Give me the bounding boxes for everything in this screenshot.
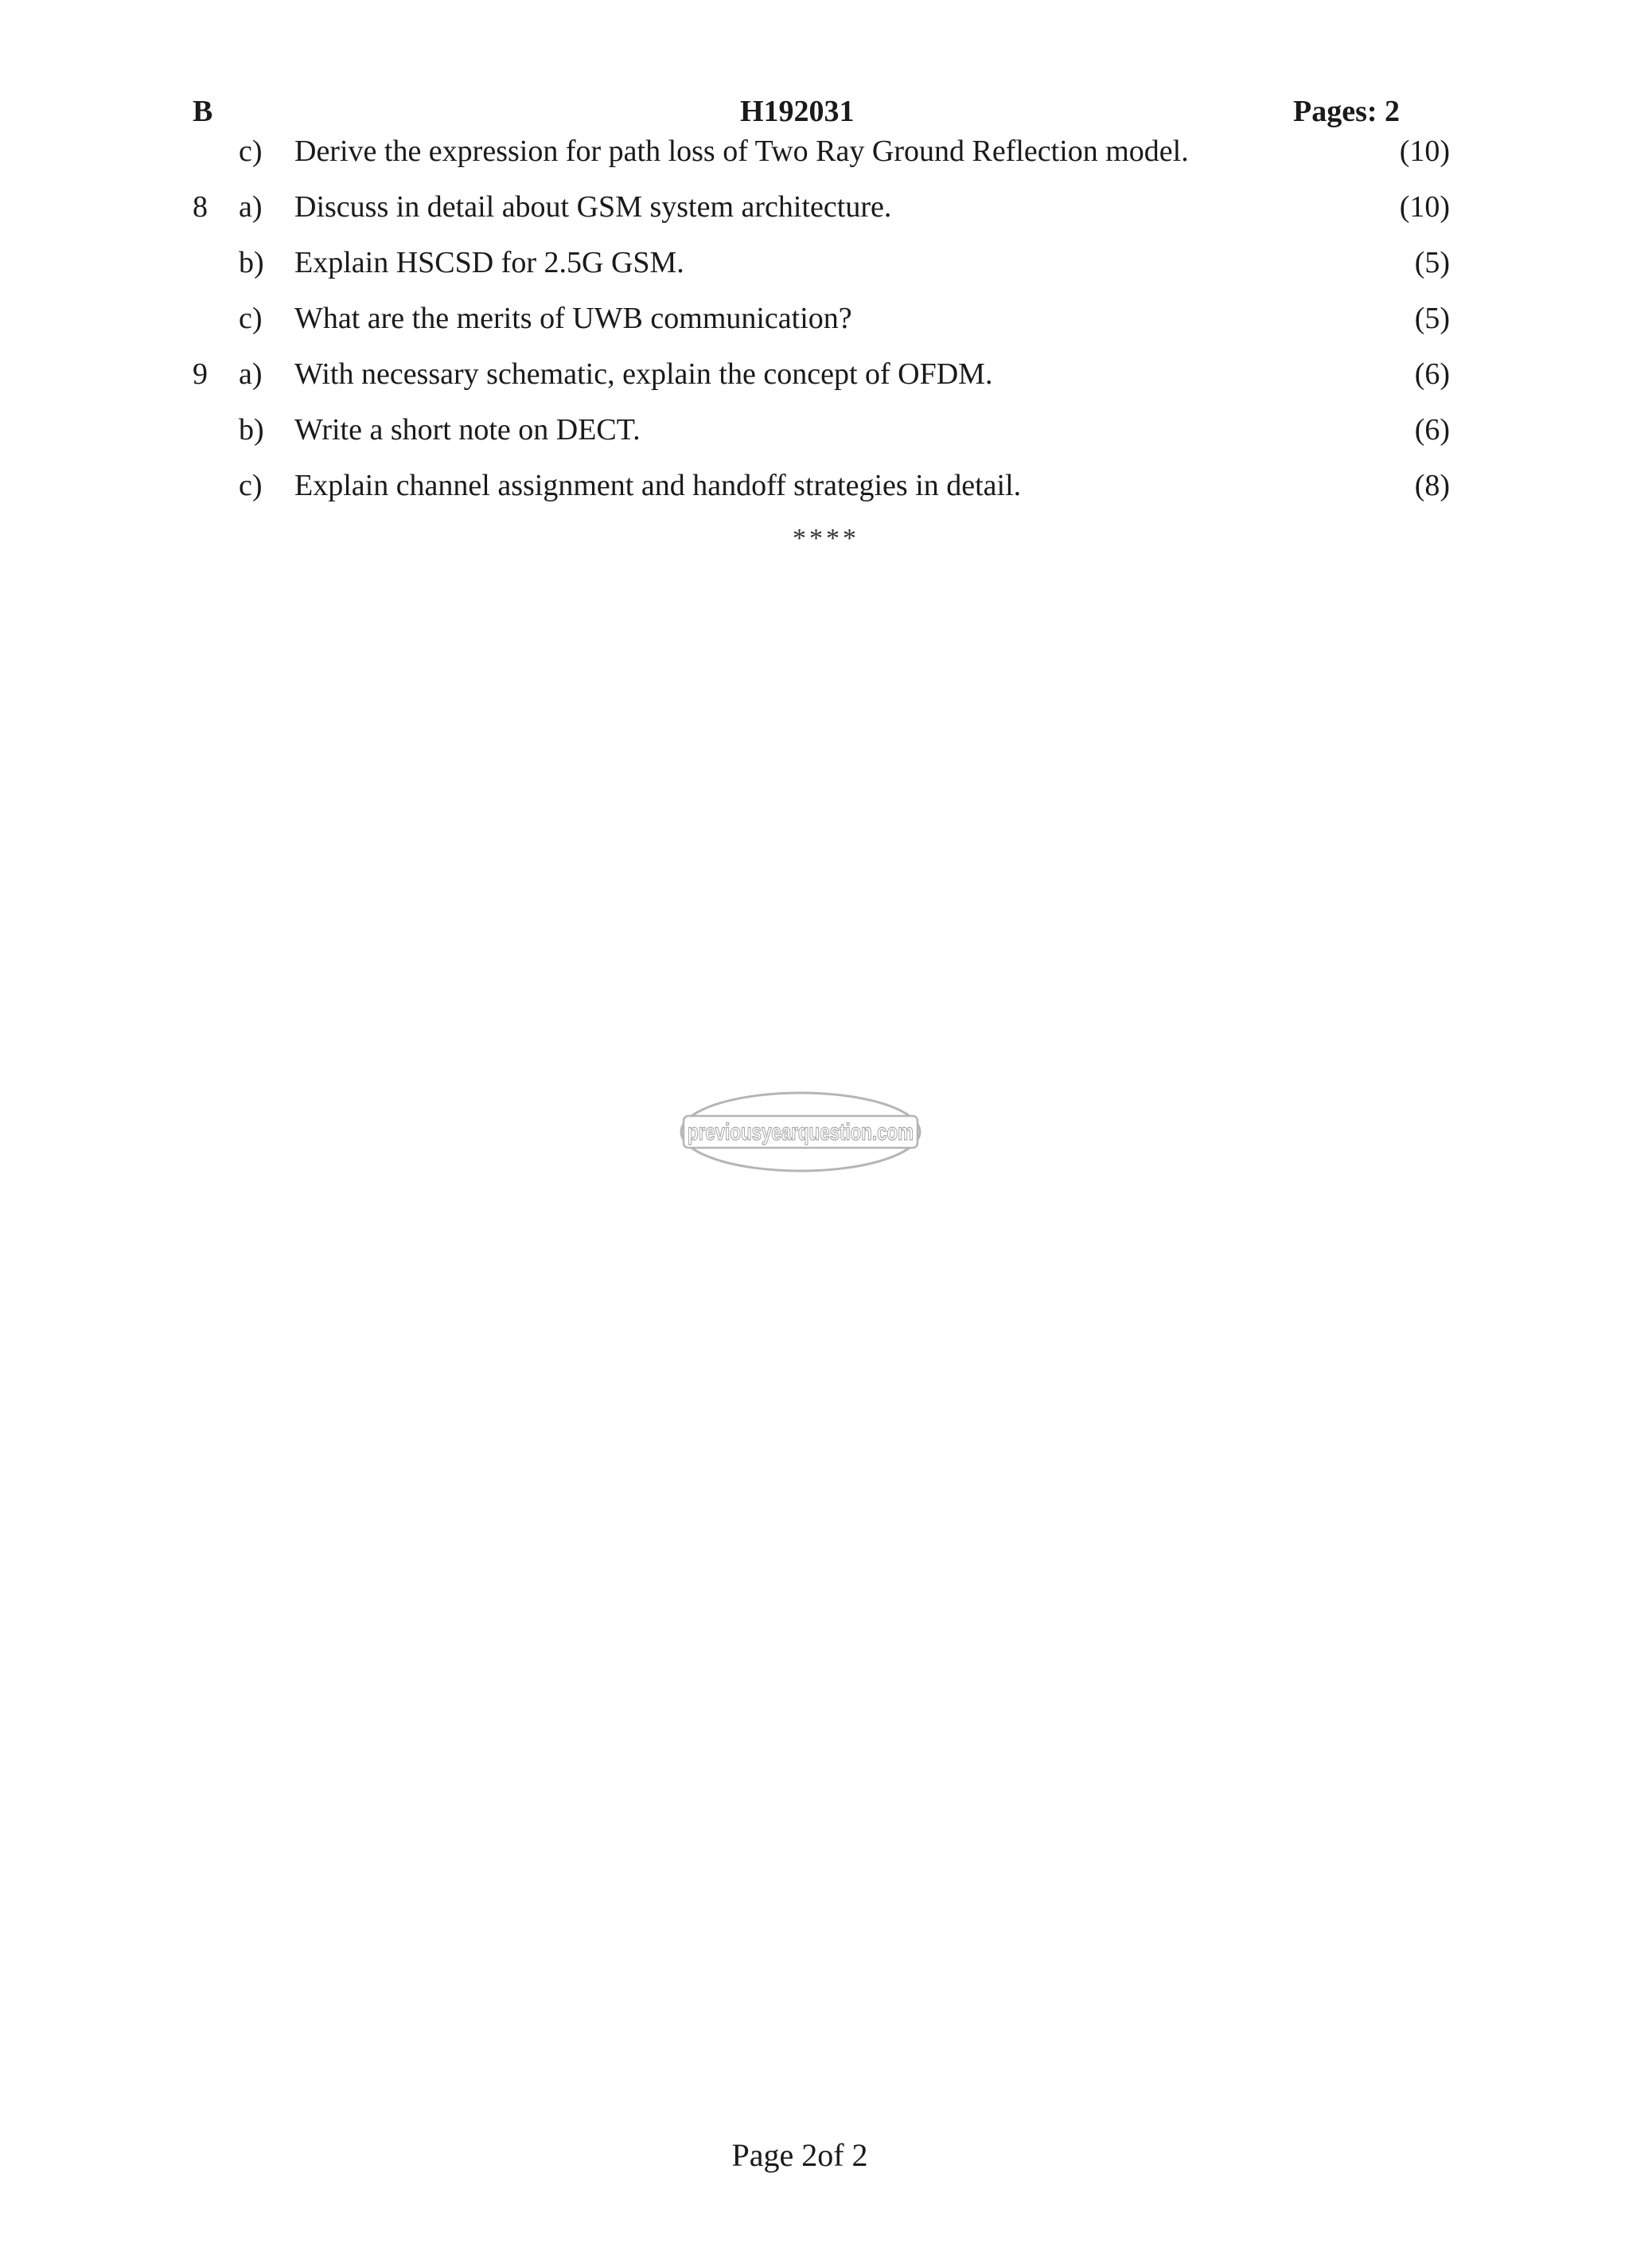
question-row [0,245,1592,301]
question-text: Write a short note on DECT. [294,413,641,447]
question-row [0,301,1592,357]
question-marks: (6) [1414,357,1450,391]
question-row [0,412,1592,468]
question-part: b) [239,246,264,279]
question-list [0,134,1592,524]
question-marks: (10) [1399,135,1450,168]
question-text: Derive the expression for path loss of Two Ray Ground Reflection model. [294,135,1189,168]
question-text: Explain HSCSD for 2.5G GSM. [294,246,684,279]
paper-code: H192031 [740,95,855,128]
question-number: 8 [193,190,208,224]
watermark-logo [679,1090,922,1173]
series-label: B [193,95,213,128]
question-part: b) [239,413,264,447]
question-text: What are the merits of UWB communication? [294,302,852,335]
question-row [0,357,1592,412]
question-text: With necessary schematic, explain the concept of OFDM. [294,357,993,391]
question-number: 9 [193,357,208,391]
question-row [0,134,1592,189]
question-row [0,189,1592,245]
question-part: c) [239,302,263,335]
page-footer: Page 2of 2 [731,2137,868,2173]
question-marks: (8) [1414,469,1450,502]
question-marks: (5) [1414,302,1450,335]
question-part: c) [239,469,263,502]
question-part: a) [239,190,263,224]
question-marks: (6) [1414,413,1450,447]
page-header [0,94,1592,134]
watermark-text: previousyearquestion.com [688,1119,914,1145]
question-marks: (5) [1414,246,1450,279]
question-part: a) [239,357,263,391]
end-of-paper-mark: **** [793,524,859,553]
question-row [0,468,1592,524]
pages-count: Pages: 2 [1293,95,1401,128]
question-part: c) [239,135,263,168]
question-text: Discuss in detail about GSM system architecture. [294,190,892,224]
question-text: Explain channel assignment and handoff strategies in detail. [294,469,1022,502]
question-marks: (10) [1399,190,1450,224]
